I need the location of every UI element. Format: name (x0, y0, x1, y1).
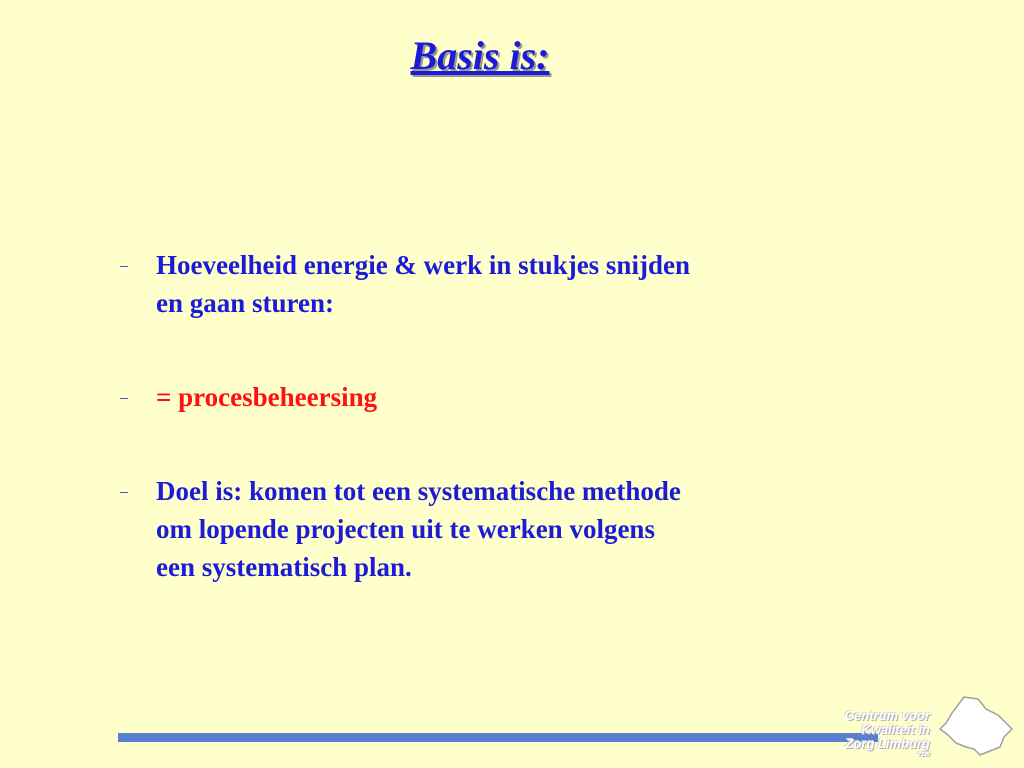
footer-bar (118, 733, 878, 742)
limburg-map-icon (934, 695, 1014, 757)
bullet-line: een systematisch plan. (156, 552, 412, 582)
logo-line: Zorg Limburg (845, 736, 930, 751)
bullet-item-highlight (120, 378, 840, 416)
bullet-line: = procesbeheersing (156, 382, 378, 412)
bullet-marker: _ (120, 478, 128, 495)
bullet-line: om lopende projecten uit te werken volgens (156, 514, 655, 544)
logo-line: vzw (917, 751, 930, 758)
bullet-line: Hoeveelheid energie & werk in stukjes snijden (156, 250, 690, 280)
bullet-marker: _ (120, 252, 128, 269)
bullet-line: Doel is: komen tot een systematische methode (156, 476, 681, 506)
bullet-item (120, 472, 840, 586)
bullet-line: en gaan sturen: (156, 288, 335, 318)
bullet-marker: _ (120, 384, 128, 401)
bullet-item (120, 246, 840, 322)
logo-line: Centrum voor (844, 708, 930, 723)
slide-title: Basis is: (410, 33, 550, 78)
logo-line: Kwaliteit in (861, 722, 930, 737)
logo (800, 709, 930, 759)
bullet-list (120, 246, 840, 586)
